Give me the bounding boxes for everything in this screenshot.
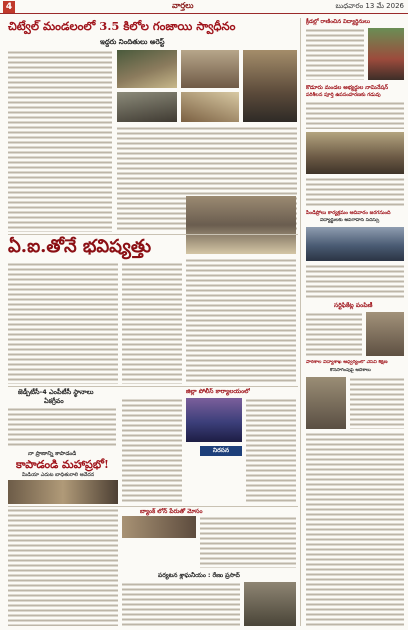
sidebar-story4-title: సర్టిఫికేట్ల పంపిణీ xyxy=(334,302,373,309)
lead-photo-5 xyxy=(243,50,297,122)
page-number: 4 xyxy=(3,1,15,13)
sidebar-story3-title: పిండిప్రోలు కార్యక్రమం ఆదివారం జరగనుంది xyxy=(306,210,391,216)
tribute-headline: పర్యటన శ్లాఘనీయం : రేణు ప్రసాద్ xyxy=(158,572,240,579)
memorial-photo xyxy=(8,480,118,504)
paper-name: వార్తలు xyxy=(172,1,194,10)
section-rule xyxy=(8,506,298,507)
elections-body xyxy=(8,407,116,447)
police-body-2 xyxy=(246,398,296,504)
column-rule xyxy=(300,18,301,626)
memorial-headline: కాపాడండి మహాప్రభో! xyxy=(16,458,109,471)
lead-photo-1 xyxy=(117,50,177,88)
police-photo xyxy=(186,398,242,442)
elections-subhead: ఏకగ్రీవం xyxy=(44,397,64,405)
sidebar-story2-body xyxy=(306,101,404,129)
sidebar-story5-body xyxy=(350,377,404,429)
sidebar-story1-title: క్రీడల్లో రాణించిన విద్యార్థినులు xyxy=(306,19,370,25)
ceremony-photo xyxy=(186,196,296,254)
sidebar-story2-photo xyxy=(306,132,404,174)
wide-photo xyxy=(122,516,196,538)
lead-photo-3 xyxy=(117,92,177,122)
tribute-photo xyxy=(244,582,296,626)
ceremony-text xyxy=(186,258,296,384)
tribute-body xyxy=(122,582,240,626)
sidebar-story1-photo xyxy=(368,28,404,80)
masthead xyxy=(0,0,408,14)
sidebar-story2-sub: పరిశీలన పూర్తి ఉపసంహరణకు గడువు xyxy=(306,92,381,98)
sidebar-story5-photo xyxy=(306,377,346,429)
lead-body-text xyxy=(8,50,112,232)
sidebar-story4-photo xyxy=(366,312,404,356)
section-rule xyxy=(8,386,298,387)
sidebar-story3-sub: విద్యార్థులకు అవగాహన సదస్సు xyxy=(320,218,380,223)
lead-photo-2 xyxy=(181,50,239,88)
issue-date: బుధవారం 13 మే 2026 xyxy=(335,2,404,10)
sidebar-story2-title: కొడూరు మండల అభ్యర్థుల నామినేషన్ xyxy=(306,85,389,91)
sidebar-story1-body xyxy=(306,28,364,80)
lead-photo-4 xyxy=(181,92,239,122)
section-rule xyxy=(8,234,298,235)
sidebar-story2-body-2 xyxy=(306,177,404,207)
police-headline: జిల్లా పోలీస్ కార్యాలయంలో xyxy=(186,388,251,395)
memorial-note: మీడియా ఎదుట బాధితురాలి ఆవేదన xyxy=(22,472,95,478)
wide-headline: బ్యాంక్ లోన్ పేరుతో మోసం xyxy=(140,508,203,515)
feature-body-text xyxy=(8,262,118,384)
elections-headline: జెడ్పీటీసీ-4 ఎంపీటీసీ స్థానాలు xyxy=(18,388,94,396)
sidebar-story5-sub: కొనసాగింపుపై ఆదేశాలు xyxy=(330,368,371,373)
section-badge: నిరసన xyxy=(200,446,242,456)
sidebar-story3-photo xyxy=(306,227,404,261)
lead-subhead: ఇద్దరు నిందితులు అరెస్ట్ xyxy=(100,38,165,46)
police-body xyxy=(122,398,182,504)
memorial-kicker: నా ప్రాణాన్ని కాపాడండి xyxy=(28,451,77,457)
feature-headline: ఏ.ఐ.తోనే భవిష్యత్తు xyxy=(8,236,152,257)
wide-body xyxy=(8,508,118,626)
sidebar-story5-body-2 xyxy=(306,432,404,626)
sidebar-story4-body xyxy=(306,312,362,356)
sidebar-story5-title: పాఠశాల విద్యాశాఖ ఆధ్వర్యంలో వేసవి శిక్షణ xyxy=(306,360,388,365)
feature-body-text-2 xyxy=(122,262,182,384)
sidebar-story3-body xyxy=(306,264,404,298)
wide-body-2 xyxy=(200,516,296,568)
lead-headline: చిట్వేల్ మండలంలో 3.5 కిలోల గంజాయి స్వాధీనం xyxy=(8,19,236,33)
